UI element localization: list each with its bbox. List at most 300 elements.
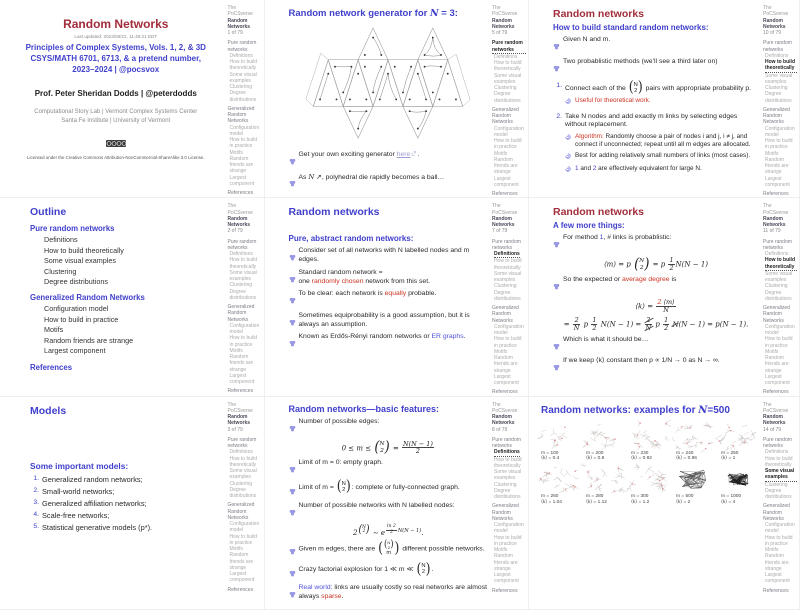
sidebar-item-label: Degree distributions	[765, 488, 792, 500]
numbered-item	[565, 82, 751, 111]
affiliation-line: Santa Fe Institute | University of Vermont	[10, 117, 222, 125]
sidebar-item[interactable]	[492, 449, 526, 456]
highlight-text: average degree	[622, 276, 670, 283]
sidebar-item[interactable]	[763, 73, 797, 86]
die-face-node	[357, 73, 359, 75]
pocsverse-brand	[228, 402, 262, 415]
nautilus-bullet-icon	[565, 133, 575, 144]
sidebar-item-label: Random friends are strange	[230, 156, 254, 175]
sidebar-item[interactable]	[228, 156, 262, 175]
network-node	[540, 479, 542, 481]
network-thumbnail	[672, 421, 714, 463]
sidebar-item[interactable]	[492, 91, 526, 104]
math-token	[384, 541, 394, 550]
sidebar-item[interactable]	[492, 535, 526, 548]
pocsverse-brand	[492, 5, 526, 18]
network-thumbnail	[627, 421, 669, 463]
sidebar-item[interactable]	[228, 72, 262, 85]
sidebar-deck-title-label: Random Networks	[492, 216, 515, 228]
network-node	[661, 485, 663, 487]
network-node	[618, 468, 620, 470]
die-face-edge	[373, 38, 381, 55]
sidebar-item-label: Definitions	[230, 53, 253, 59]
sidebar-item[interactable]	[763, 138, 797, 151]
pocs-bullet-icon	[289, 584, 299, 603]
math-token: (	[629, 83, 634, 93]
page-number	[492, 228, 526, 234]
outline-item[interactable]: Largest component	[44, 346, 224, 356]
sidebar-item-label: Motifs	[230, 546, 243, 552]
sidebar-item[interactable]	[228, 456, 262, 469]
math-token: different possible networks.	[400, 546, 484, 553]
sidebar-item-label: Clustering	[494, 482, 517, 488]
sidebar-item[interactable]	[228, 137, 262, 150]
network-edge	[630, 488, 632, 491]
sidebar-item[interactable]	[763, 374, 797, 387]
sidebar-item-label: Configuration model	[494, 126, 524, 138]
die-face-node	[447, 73, 449, 75]
sidebar-item[interactable]	[763, 176, 797, 189]
network-node	[561, 437, 563, 439]
sidebar-item[interactable]	[228, 323, 262, 336]
network-node	[665, 422, 667, 424]
die-face-node	[366, 111, 368, 113]
sidebar-item-label: Some visual examples	[765, 468, 797, 482]
network-node	[662, 488, 664, 490]
thumbnail-m-label: m = 100	[541, 451, 558, 457]
sidebar-item[interactable]	[763, 355, 797, 374]
math-token: 2	[639, 265, 644, 272]
sidebar-item[interactable]	[763, 336, 797, 349]
network-edge	[601, 433, 606, 437]
sidebar-item-label: Configuration model	[765, 522, 795, 534]
sidebar-section[interactable]	[228, 304, 262, 323]
die-face-node	[328, 73, 330, 75]
sidebar-item[interactable]	[763, 535, 797, 548]
outline-item[interactable]: Some visual examples	[44, 256, 224, 266]
pocs-bullet-icon	[289, 418, 299, 437]
sidebar-item[interactable]	[228, 289, 262, 302]
die-face	[403, 107, 433, 139]
math-token	[573, 317, 581, 332]
network-edge	[612, 442, 615, 444]
sidebar-item[interactable]	[228, 487, 262, 500]
outline-item[interactable]: Definitions	[44, 235, 224, 245]
math-token: .	[421, 529, 423, 537]
list-number: 2.	[30, 487, 39, 497]
sidebar-item[interactable]	[763, 522, 797, 535]
sidebar-item-label: How to build in practice	[494, 336, 522, 348]
sidebar-section[interactable]	[228, 239, 262, 252]
sidebar-item[interactable]	[492, 290, 526, 303]
thumbnail-k-label: ⟨k⟩ = 2	[676, 500, 690, 506]
die-face-node	[366, 99, 368, 101]
equation-average-degree	[553, 299, 759, 314]
sidebar-item[interactable]	[228, 257, 262, 270]
sidebar-item[interactable]	[763, 91, 797, 104]
sidebar-item-label: Degree distributions	[765, 91, 792, 103]
pocs-bullet-icon	[289, 173, 299, 192]
slide-generator	[265, 0, 530, 198]
outline-item[interactable]: Motifs	[44, 325, 224, 335]
math-token: = p	[650, 261, 667, 269]
sidebar-item[interactable]	[228, 175, 262, 188]
network-edge	[742, 425, 747, 427]
network-edge	[753, 432, 756, 434]
sidebar-section[interactable]	[763, 107, 797, 126]
pocs-bullet-icon	[553, 276, 563, 295]
sidebar-item[interactable]	[763, 126, 797, 139]
sidebar-item[interactable]	[492, 73, 526, 86]
sidebar-item-label: Random friends are strange	[230, 552, 254, 571]
network-edge	[750, 438, 754, 440]
sidebar-item[interactable]	[492, 138, 526, 151]
sidebar-item-label: Motifs	[494, 151, 507, 157]
sidebar-item[interactable]	[228, 468, 262, 481]
sidebar-item[interactable]	[492, 522, 526, 535]
die-face-node	[364, 54, 366, 56]
network-edge	[601, 443, 604, 446]
network-node	[605, 436, 607, 438]
network-edge	[691, 445, 696, 447]
sidebar-section[interactable]	[763, 588, 797, 594]
sidebar-item[interactable]	[228, 521, 262, 534]
sidebar-item[interactable]	[228, 90, 262, 103]
sidebar-item[interactable]	[492, 355, 526, 374]
sidebar-deck-title-label: Random Networks	[228, 18, 251, 30]
heading-text: Random networks: examples for	[541, 405, 698, 416]
sidebar-item[interactable]	[492, 176, 526, 189]
outline-item[interactable]: How to build theoretically	[44, 246, 224, 256]
pocsverse-brand	[763, 402, 797, 415]
slide-sidebar	[490, 198, 528, 395]
outline-section[interactable]: Pure random networks	[30, 224, 224, 233]
sidebar-item[interactable]	[763, 488, 797, 501]
network-edge	[643, 430, 647, 433]
network-edge	[550, 432, 554, 435]
outline-section[interactable]: Generalized Random Networks	[30, 293, 224, 302]
sidebar-item[interactable]	[492, 336, 526, 349]
sidebar-item-label: How to build in practice	[230, 534, 258, 546]
math-var: N	[698, 405, 707, 416]
sidebar-item[interactable]	[492, 157, 526, 176]
highlight-text: randomly chosen	[312, 278, 364, 285]
real-world-link[interactable]: Real world	[299, 584, 331, 591]
network-thumbnail	[537, 421, 579, 463]
sidebar-item[interactable]	[492, 324, 526, 337]
network-edge	[620, 474, 622, 475]
math-token: )	[366, 527, 370, 534]
thumbnail-k-label: ⟨k⟩ = 0.92	[631, 456, 652, 462]
sidebar-item-label: Configuration model	[494, 324, 524, 336]
math-token: (	[416, 564, 421, 574]
network-edge	[615, 476, 620, 478]
sidebar-section[interactable]	[228, 388, 262, 394]
course-line: 2023–2024 | @pocsvox	[10, 65, 222, 76]
pocs-bullet-icon	[289, 502, 299, 521]
bullet-text: Two probablistic methods (we’ll see a third later on)	[563, 58, 718, 67]
network-edge	[658, 443, 661, 447]
sidebar-item[interactable]	[763, 553, 797, 572]
sidebar-section[interactable]	[492, 239, 526, 252]
sidebar-section-label: Generalized Random Networks	[228, 106, 255, 125]
sidebar-item[interactable]	[492, 374, 526, 387]
sidebar-section[interactable]	[763, 40, 797, 53]
page-number	[763, 30, 797, 36]
sidebar-item-label: Some visual examples	[494, 469, 521, 481]
sidebar-section[interactable]	[492, 437, 526, 450]
sidebar-section[interactable]	[763, 437, 797, 450]
sidebar-section[interactable]	[492, 588, 526, 594]
sidebar-section[interactable]	[763, 503, 797, 522]
sidebar-section-label: Pure random networks	[492, 239, 521, 251]
sidebar-item[interactable]	[228, 373, 262, 386]
die-face-node	[417, 73, 419, 75]
sidebar-item-label: How to build in practice	[494, 138, 522, 150]
math-token: : complete or fully-connected graph.	[352, 484, 460, 491]
network-edge	[659, 478, 661, 480]
network-edge	[553, 478, 558, 480]
outline-item[interactable]: Random friends are strange	[44, 336, 224, 346]
sidebar-item-label: Clustering	[230, 282, 253, 288]
list-number: 2.	[553, 113, 562, 179]
network-edge	[666, 419, 671, 423]
die-face	[403, 60, 433, 107]
network-edge	[656, 484, 658, 485]
er-graphs-link[interactable]: ER graphs	[431, 333, 463, 340]
highlight-text: sparse	[321, 593, 341, 600]
die-face-node	[440, 66, 442, 68]
outline-section[interactable]: References	[30, 363, 224, 372]
heading-text: =500	[707, 405, 730, 416]
slide-heading: Random networks—basic features:	[289, 404, 489, 414]
sidebar-item[interactable]	[492, 469, 526, 482]
network-edge	[555, 440, 559, 444]
math-token: 2	[362, 530, 366, 535]
die-face-node	[424, 54, 426, 56]
sidebar-item[interactable]	[763, 572, 797, 585]
sidebar-section[interactable]	[492, 191, 526, 197]
sidebar-item[interactable]	[492, 488, 526, 501]
bullet-text: , # links is probablistic:	[603, 234, 671, 241]
network-edge	[620, 476, 625, 479]
sidebar-section[interactable]	[228, 587, 262, 593]
sidebar-section[interactable]	[228, 502, 262, 521]
network-edge	[557, 485, 560, 486]
sidebar-section-label: Pure random networks	[763, 40, 792, 52]
network-edge	[717, 434, 722, 437]
sidebar-section-label: References	[763, 191, 789, 197]
math-token: (	[384, 542, 387, 549]
die-face-node	[387, 73, 389, 75]
sidebar-item[interactable]	[763, 324, 797, 337]
sidebar-section[interactable]	[492, 389, 526, 395]
sidebar-section[interactable]	[492, 40, 526, 54]
sidebar-item[interactable]	[228, 571, 262, 584]
die-net-figure	[289, 24, 489, 145]
cc-license-badge[interactable]	[10, 134, 222, 152]
sidebar-section[interactable]	[763, 191, 797, 197]
sidebar-item[interactable]	[228, 335, 262, 348]
network-thumbnail	[627, 464, 669, 506]
sidebar-item[interactable]	[492, 258, 526, 271]
sidebar-item[interactable]	[763, 157, 797, 176]
sidebar-item[interactable]	[763, 257, 797, 271]
here-link[interactable]: here	[397, 151, 411, 158]
sidebar-item[interactable]	[763, 290, 797, 303]
sidebar-deck-title	[492, 414, 526, 427]
sidebar-section-label: Generalized Random Networks	[763, 107, 790, 126]
bullet-text: .	[464, 333, 466, 340]
sidebar-section[interactable]	[492, 305, 526, 324]
sidebar-item-label: Definitions	[765, 449, 788, 455]
network-edge	[648, 467, 652, 470]
die-flap	[448, 55, 470, 107]
sidebar-item[interactable]	[228, 552, 262, 571]
math-token: 0 ≤ m ≤	[342, 444, 374, 452]
outline-item[interactable]: Configuration model	[44, 304, 224, 314]
sidebar-section[interactable]	[228, 437, 262, 450]
thumbnail-k-label: ⟨k⟩ = 1.04	[541, 500, 562, 506]
sidebar-item[interactable]	[492, 553, 526, 572]
outline-item[interactable]: Clustering	[44, 267, 224, 277]
die-face-node	[432, 37, 434, 39]
network-edge	[603, 474, 605, 478]
sidebar-item[interactable]	[228, 125, 262, 138]
sidebar-section[interactable]	[228, 40, 262, 53]
outline-item[interactable]: Degree distributions	[44, 277, 224, 287]
die-face-node	[396, 99, 398, 101]
die-face-edge	[425, 38, 433, 55]
sidebar-item[interactable]	[228, 534, 262, 547]
numbered-item	[565, 113, 759, 179]
sidebar-item[interactable]	[763, 456, 797, 469]
sidebar-item[interactable]	[228, 270, 262, 283]
item-text	[565, 85, 751, 92]
math-token	[383, 541, 395, 556]
sidebar-item[interactable]	[492, 271, 526, 284]
die-face-node	[364, 66, 366, 68]
die-face-node	[379, 99, 381, 101]
sidebar-item-label: Clustering	[765, 283, 788, 289]
sidebar-item-label: Motifs	[765, 547, 778, 553]
sidebar-item[interactable]	[492, 126, 526, 139]
math-token: 2	[668, 265, 674, 272]
die-face-node	[351, 66, 353, 68]
sidebar-section[interactable]	[763, 239, 797, 252]
network-edge	[666, 423, 671, 426]
math-token	[416, 563, 430, 576]
sidebar-section[interactable]	[492, 503, 526, 522]
model-item: Generalized random networks;	[42, 475, 143, 485]
die-net-drawing	[290, 24, 486, 144]
sidebar-item[interactable]	[228, 59, 262, 72]
network-node	[744, 441, 746, 443]
network-edge	[658, 471, 663, 475]
die-face-node	[425, 99, 427, 101]
equation-degree-derivation	[553, 317, 759, 332]
pocsverse-brand-label: The PoCSverse	[228, 402, 253, 414]
sidebar-item-label: Clustering	[230, 84, 253, 90]
network-edge	[559, 478, 561, 480]
sidebar-item[interactable]	[763, 468, 797, 482]
network-edge	[651, 484, 656, 486]
sidebar-item-label: Largest component	[765, 572, 790, 584]
network-edge	[648, 436, 650, 438]
die-face	[418, 60, 448, 107]
page-number	[763, 427, 797, 433]
die-face-node	[319, 99, 321, 101]
network-edge	[686, 443, 691, 446]
bullet-text: probable.	[406, 290, 436, 297]
pocs-bullet-icon	[289, 459, 299, 478]
network-edge	[621, 488, 623, 490]
slide-title-page	[0, 0, 265, 198]
outline-item[interactable]: How to build in practice	[44, 315, 224, 325]
math-token: N	[421, 563, 425, 569]
sidebar-item[interactable]	[492, 572, 526, 585]
sub-bullet-text: Useful for theoretical work.	[575, 97, 651, 105]
network-thumbnail	[582, 464, 624, 506]
sidebar-section[interactable]	[763, 389, 797, 395]
sidebar-item[interactable]	[492, 60, 526, 73]
slide-sidebar	[226, 198, 264, 395]
sidebar-item[interactable]	[492, 251, 526, 258]
math-token: Limit of m =	[299, 484, 336, 491]
sidebar-item[interactable]	[763, 271, 797, 284]
sidebar-item-label: Random friends are strange	[494, 157, 518, 176]
sidebar-section[interactable]	[228, 190, 262, 196]
slide-sidebar	[226, 397, 264, 609]
math-token: N	[362, 526, 366, 531]
math-token: N	[656, 307, 675, 314]
math-token: Connect each of the	[565, 85, 628, 92]
sidebar-section-label: References	[763, 389, 789, 395]
network-edge	[646, 470, 649, 474]
network-edge	[587, 476, 592, 480]
slide-few-more	[529, 198, 800, 396]
network-edge	[554, 486, 557, 488]
generator-content	[265, 0, 491, 197]
sidebar-section[interactable]	[492, 107, 526, 126]
network-edge	[562, 434, 567, 437]
sidebar-deck-title-label: Random Networks	[763, 216, 786, 228]
sidebar-section[interactable]	[763, 305, 797, 324]
sidebar-section-label: References	[492, 588, 518, 594]
math-token: )	[346, 482, 351, 492]
sidebar-section-label: Pure random networks	[228, 437, 257, 449]
network-thumbnail	[717, 464, 759, 506]
network-edge	[666, 436, 669, 440]
network-edge	[733, 441, 737, 443]
sidebar-item[interactable]	[492, 457, 526, 470]
network-drawing	[672, 464, 714, 494]
pocsverse-brand	[228, 203, 262, 216]
die-flap	[306, 54, 328, 107]
math-token: N	[387, 541, 390, 545]
network-node	[705, 447, 707, 449]
sidebar-item[interactable]	[228, 354, 262, 373]
course-line: CSYS/MATH 6701, 6713, & a pretend number,	[10, 54, 222, 65]
page-number	[228, 228, 262, 234]
sidebar-item[interactable]	[763, 59, 797, 73]
sidebar-section[interactable]	[228, 106, 262, 125]
network-edge	[556, 478, 559, 479]
sidebar-section-label: Pure random networks	[228, 239, 257, 251]
page-number-label: 5 of 79	[492, 30, 507, 36]
die-face-edge	[425, 55, 441, 56]
sub-bullet-text: Best for adding relatively small numbers of links (most cases).	[575, 152, 750, 160]
